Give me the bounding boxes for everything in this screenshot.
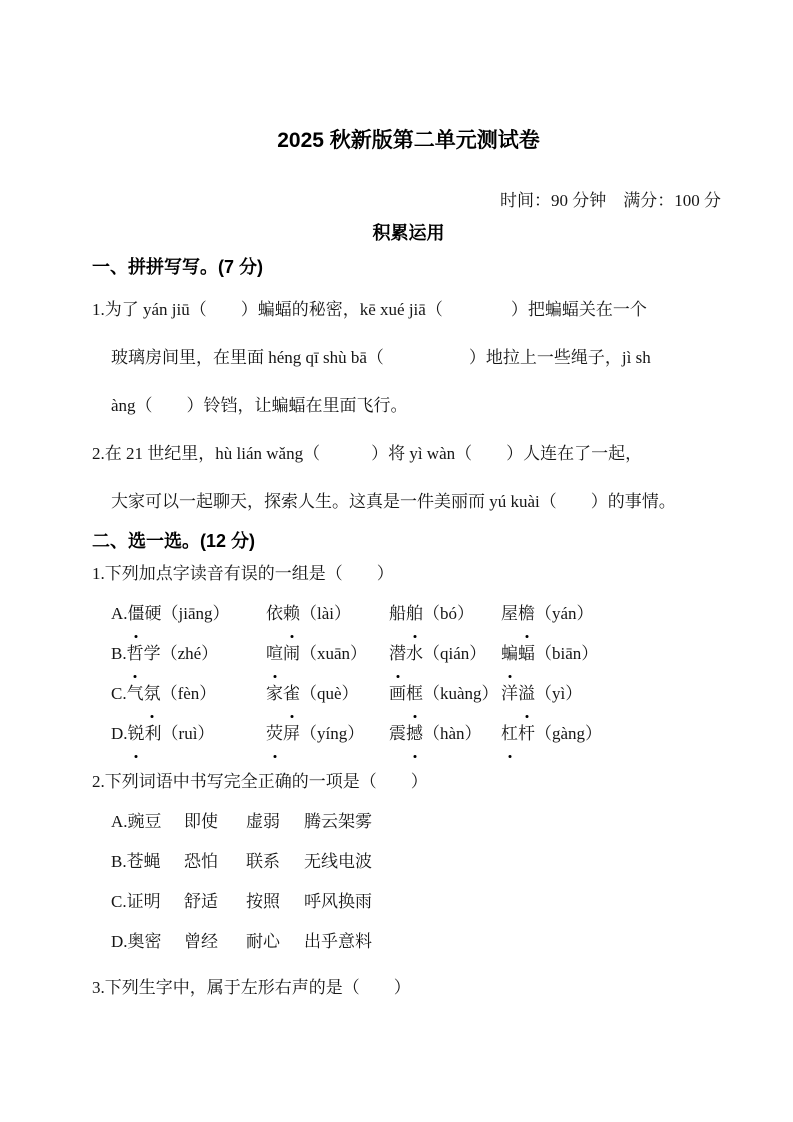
word-post: 闹（xuān） <box>283 644 368 663</box>
word-item: 耐心 <box>246 932 280 951</box>
option-label: A. <box>111 604 128 623</box>
dotted-char: 哲 <box>127 634 144 674</box>
word-post: 利（ruì） <box>144 724 215 743</box>
option-row-c <box>92 674 725 714</box>
exam-meta: 时间：90 分钟 满分：100 分 <box>500 191 721 210</box>
word-post: 水（qián） <box>406 644 487 663</box>
word-item: 无线电波 <box>304 852 372 871</box>
section1-heading: 一、拼拼写写。(7 分) <box>92 257 263 277</box>
option-row-c <box>92 882 725 922</box>
word-pre: 气 <box>126 684 144 703</box>
page-title: 2025 秋新版第二单元测试卷 <box>277 129 540 152</box>
option-label: D. <box>111 932 128 951</box>
option-label: A. <box>111 812 128 831</box>
dotted-char: 溢 <box>518 674 535 714</box>
option-row-b <box>92 842 725 882</box>
dotted-char: 潜 <box>389 634 406 674</box>
word-item <box>389 714 501 754</box>
word-item <box>266 674 389 714</box>
option-row-b <box>92 634 725 674</box>
word-item: 联系 <box>246 852 280 871</box>
option-row-a <box>92 594 725 634</box>
word-item: 苍蝇 <box>126 852 161 871</box>
word-item: 曾经 <box>184 932 218 951</box>
option-c <box>111 882 184 922</box>
option-label: B. <box>111 852 127 871</box>
word-post: 屏（yíng） <box>283 724 365 743</box>
word-item: 呼风换雨 <box>304 892 372 911</box>
dotted-char: 蝙 <box>501 634 518 674</box>
dotted-char: 喧 <box>266 634 283 674</box>
word-pre: 画 <box>389 684 406 703</box>
word-item: 豌豆 <box>127 812 162 831</box>
word-item: 虚弱 <box>246 812 280 831</box>
word-pre: 家 <box>266 684 283 703</box>
option-row-a <box>92 802 725 842</box>
word-pre: 震 <box>389 724 406 743</box>
dotted-char: 僵 <box>128 594 145 634</box>
dotted-char: 荧 <box>266 714 283 754</box>
word-item <box>389 674 501 714</box>
word-item: 恐怕 <box>184 852 218 871</box>
word-item <box>266 594 389 634</box>
question-line: 1.为了 yán jiū（ ）蝙蝠的秘密，kē xué jiā（ ）把蝙蝠关在一个 <box>92 300 647 319</box>
option-d <box>111 922 184 962</box>
section2-heading: 二、选一选。(12 分) <box>92 531 256 551</box>
word-post: 杆（gàng） <box>518 724 603 743</box>
section2-question-3-stem: 3.下列生字中，属于左形右声的是（ ） <box>92 978 411 997</box>
word-item <box>501 674 725 714</box>
word-post: （hàn） <box>423 724 482 743</box>
word-item <box>501 714 725 754</box>
word-post: （què） <box>300 684 359 703</box>
word-item <box>501 634 725 674</box>
dotted-char: 撼 <box>406 714 423 754</box>
dotted-char: 框 <box>406 674 423 714</box>
section2-question-2-stem: 2.下列词语中书写完全正确的一项是（ ） <box>92 772 428 791</box>
option-a <box>111 594 266 634</box>
word-item <box>501 594 725 634</box>
section1-question-1 <box>92 286 725 430</box>
dotted-char: 雀 <box>283 674 300 714</box>
section2-question-1-stem: 1.下列加点字读音有误的一组是（ ） <box>92 564 394 583</box>
word-pre: 船 <box>389 604 406 623</box>
option-c <box>111 674 266 714</box>
option-label: D. <box>111 724 128 743</box>
option-row-d <box>92 714 725 754</box>
word-item <box>389 634 501 674</box>
word-pre: 洋 <box>501 684 518 703</box>
word-item: 腾云架雾 <box>304 812 372 831</box>
word-post: （lài） <box>300 604 351 623</box>
word-item: 奥密 <box>127 932 162 951</box>
option-label: C. <box>111 684 127 703</box>
dotted-char: 舶 <box>406 594 423 634</box>
word-post: （yì） <box>535 684 583 703</box>
word-item: 证明 <box>126 892 161 911</box>
part-header: 积累运用 <box>372 223 445 243</box>
word-pre: 依 <box>266 604 283 623</box>
dotted-char: 赖 <box>283 594 300 634</box>
question-line: 玻璃房间里，在里面 héng qī shù bā（ ）地拉上一些绳子，jì sh <box>111 348 651 367</box>
option-b <box>111 842 184 882</box>
word-post: 硬（jiāng） <box>144 604 230 623</box>
word-pre: 屋 <box>501 604 518 623</box>
word-item: 即使 <box>184 812 218 831</box>
option-label: C. <box>111 892 127 911</box>
question-line: 大家可以一起聊天，探索人生。这真是一件美丽而 yú kuài（ ）的事情。 <box>111 492 676 511</box>
word-item: 舒适 <box>184 892 218 911</box>
option-d <box>111 714 266 754</box>
word-post: （kuàng） <box>423 684 499 703</box>
option-a <box>111 802 184 842</box>
question-line: 2.在 21 世纪里，hù lián wǎng（ ）将 yì wàn（ ）人连在了一起， <box>92 444 643 463</box>
word-post: （yán） <box>535 604 594 623</box>
section1-question-2 <box>92 430 725 526</box>
dotted-char: 杠 <box>501 714 518 754</box>
word-item <box>266 634 389 674</box>
word-item: 按照 <box>246 892 280 911</box>
option-b <box>111 634 266 674</box>
option-label: B. <box>111 644 127 663</box>
dotted-char: 氛 <box>144 674 161 714</box>
word-post: 学（zhé） <box>143 644 219 663</box>
option-row-d <box>92 922 725 962</box>
word-item <box>266 714 389 754</box>
word-post: （fèn） <box>160 684 217 703</box>
question-line: àng（ ）铃铛，让蝙蝠在里面飞行。 <box>111 396 408 415</box>
word-item: 出乎意料 <box>304 932 372 951</box>
word-post: 蝠（biān） <box>518 644 599 663</box>
dotted-char: 檐 <box>518 594 535 634</box>
word-post: （bó） <box>423 604 474 623</box>
word-item <box>389 594 501 634</box>
dotted-char: 锐 <box>128 714 145 754</box>
